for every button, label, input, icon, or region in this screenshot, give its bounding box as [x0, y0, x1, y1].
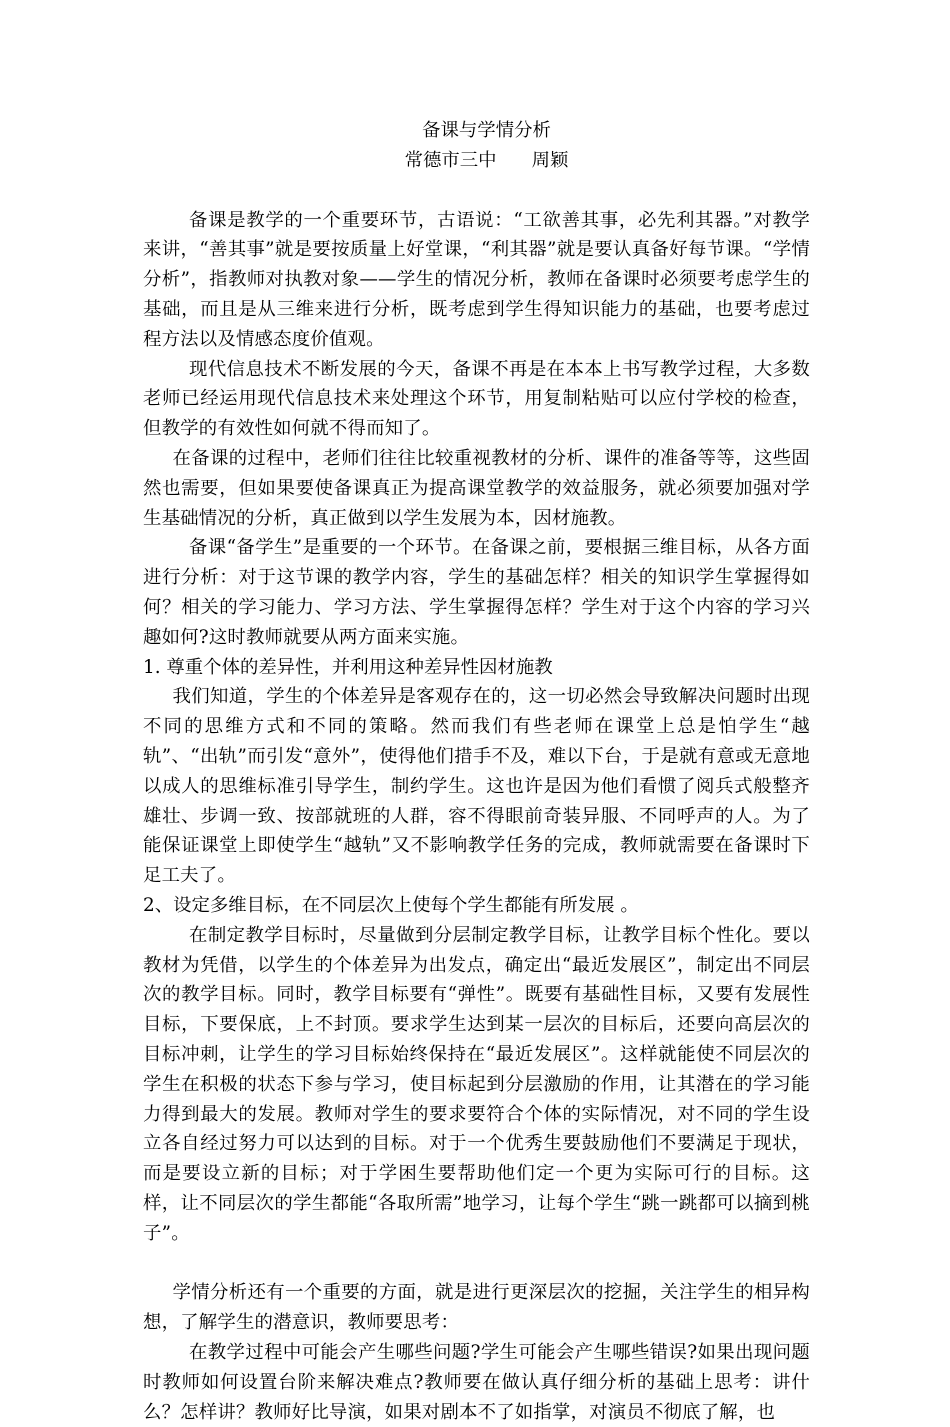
paragraph-deeper-analysis: 学情分析还有一个重要的方面，就是进行更深层次的挖掘，关注学生的相异构想，了解学生的潜意识，教师要思考：: [143, 1282, 810, 1334]
blank-line: [143, 1248, 810, 1278]
paragraph-teacher-questions: 在教学过程中可能会产生哪些问题?学生可能会产生哪些错误?如果出现问题时教师如何设置台阶来解决难点?教师要在做认真仔细分析的基础上思考：讲什么？怎样讲？教师好比导演，如果对剧本不了如指掌，对演员不彻底了解，也: [143, 1342, 810, 1423]
document-title: 备课与学情分析: [422, 120, 551, 141]
section-heading-2: 2、设定多维目标，在不同层次上使每个学生都能有所发展 。: [143, 894, 639, 916]
section-heading-1: 1. 尊重个体的差异性，并利用这种差异性因材施教: [143, 656, 553, 678]
paragraph-intro: 备课是教学的一个重要环节，古语说：“工欲善其事，必先利其器。”对教学来讲，“善其事”就是要按质量上好堂课，“利其器”就是要认真备好每节课。“学情分析”，指教师对执教对象——学生的情况分析，教师在备课时必须要考虑学生的基础，而且是从三维来进行分析，既考虑到学生得知识能力的基础，也要考虑过程方法以及情感态度价值观。: [143, 209, 810, 350]
paragraph-preparation-process: 在备课的过程中，老师们往往比较重视教材的分析、课件的准备等等，这些固然也需要，但如果要使备课真正为提高课堂教学的效益服务，就必须要加强对学生基础情况的分析，真正做到以学生发展为本，因材施教。: [143, 447, 810, 529]
paragraph-modern-tech: 现代信息技术不断发展的今天，备课不再是在本本上书写教学过程，大多数老师已经运用现代信息技术来处理这个环节，用复制粘贴可以应付学校的检查，但教学的有效性如何就不得而知了。: [143, 358, 810, 440]
document-page: [143, 116, 810, 1427]
title-spacer: [143, 176, 810, 206]
section-body-2: 在制定教学目标时，尽量做到分层制定教学目标，让教学目标个性化。要以教材为凭借，以学生的个体差异为出发点，确定出“最近发展区”，制定出不同层次的教学目标。同时，教学目标要有“弹性”。既要有基础性目标，又要有发展性目标，下要保底，上不封顶。要求学生达到某一层次的目标后，还要向高层次的目标冲刺，让学生的学习目标始终保持在“最近发展区”。这样就能使不同层次的学生在积极的状态下参与学习，使目标起到分层激励的作用，让其潜在的学习能力得到最大的发展。教师对学生的要求要符合个体的实际情况，对不同的学生设立各自经过努力可以达到的目标。对于一个优秀生要鼓励他们不要满足于现状，而是要设立新的目标；对于学困生要帮助他们定一个更为实际可行的目标。这样，让不同层次的学生都能“各取所需”地学习，让每个学生“跳一跳都可以摘到桃子”。: [143, 924, 810, 1244]
document-author: 常德市三中 周颖: [404, 149, 569, 171]
paragraph-prepare-students: 备课“备学生”是重要的一个环节。在备课之前，要根据三维目标，从各方面进行分析：对于这节课的教学内容，学生的基础怎样？相关的知识学生掌握得如何？相关的学习能力、学习方法、学生掌握得怎样？学生对于这个内容的学习兴趣如何?这时教师就要从两方面来实施。: [143, 537, 810, 648]
section-body-1: 我们知道，学生的个体差异是客观存在的，这一切必然会导致解决问题时出现不同的思维方式和不同的策略。然而我们有些老师在课堂上总是怕学生“越轨”、“出轨”而引发“意外”，使得他们措手不及，难以下台，于是就有意或无意地以成人的思维标准引导学生，制约学生。这也许是因为他们看惯了阅兵式般整齐雄壮、步调一致、按部就班的人群，容不得眼前奇装异服、不同呼声的人。为了能保证课堂上即使学生“越轨”又不影响教学任务的完成，教师就需要在备课时下足工夫了。: [143, 686, 810, 887]
